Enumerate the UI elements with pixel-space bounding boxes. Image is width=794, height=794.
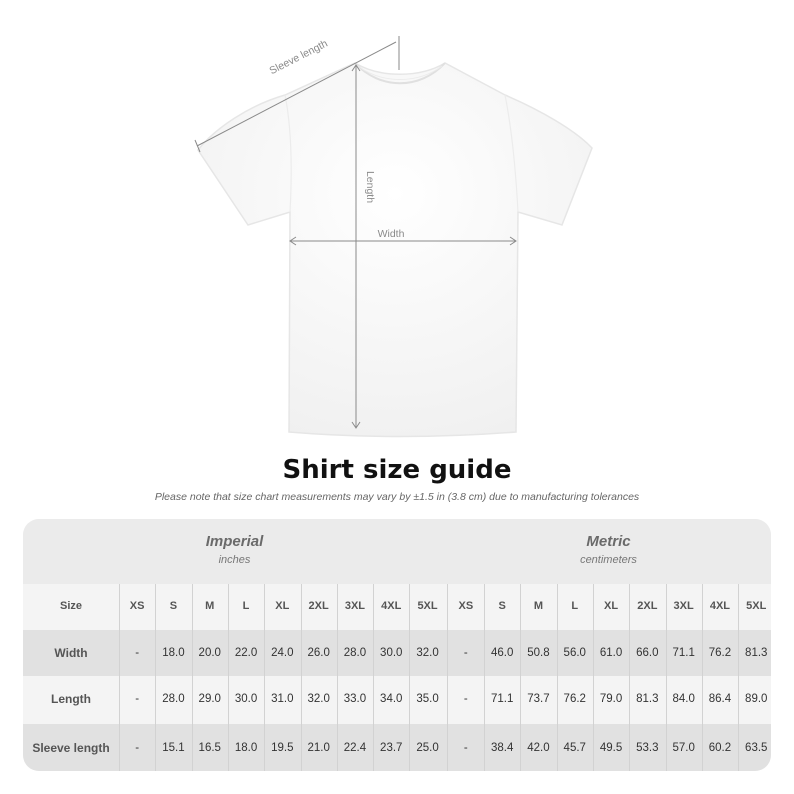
imperial-header <box>23 519 446 584</box>
column-divider <box>228 584 229 771</box>
column-divider <box>301 584 302 771</box>
column-divider <box>593 584 594 771</box>
size-chart-table <box>23 519 771 771</box>
metric-size-2xl: 2XL <box>637 600 658 612</box>
imperial-value: 35.0 <box>416 693 439 705</box>
imperial-value: 32.0 <box>416 647 439 659</box>
imperial-value: 22.0 <box>234 647 258 659</box>
column-divider <box>738 584 739 771</box>
metric-size-5xl: 5XL <box>746 600 767 612</box>
metric-value: - <box>463 741 468 754</box>
imperial-value: 32.0 <box>307 693 330 705</box>
metric-size-4xl: 4XL <box>709 600 731 612</box>
imperial-size-xs: XS <box>129 600 145 612</box>
column-divider <box>192 584 193 771</box>
metric-value: 66.0 <box>636 647 659 659</box>
metric-size-l: L <box>571 600 579 612</box>
row-label: Length <box>51 692 91 706</box>
metric-unit: centimeters <box>580 554 637 566</box>
metric-value: - <box>463 693 468 705</box>
table-row <box>23 630 771 676</box>
imperial-size-3xl: 3XL <box>344 600 366 612</box>
metric-size-xs: XS <box>458 600 474 612</box>
metric-value: 79.0 <box>599 693 623 705</box>
imperial-value: - <box>135 647 140 659</box>
imperial-value: 29.0 <box>198 693 221 705</box>
metric-header <box>446 519 771 584</box>
imperial-value: 33.0 <box>343 693 367 705</box>
metric-value: 42.0 <box>527 741 550 754</box>
imperial-title: Imperial <box>205 533 264 550</box>
imperial-value: 18.0 <box>162 647 185 659</box>
column-divider <box>557 584 558 771</box>
tshirt-shape <box>198 63 592 437</box>
table-row <box>23 676 771 722</box>
imperial-value: 20.0 <box>198 647 221 659</box>
metric-value: 50.8 <box>527 647 550 659</box>
column-divider <box>119 584 120 771</box>
tolerance-note: Please note that size chart measurements may vary by ±1.5 in (3.8 cm) due to manufacturing tolerances <box>154 491 640 503</box>
imperial-unit: inches <box>218 554 251 566</box>
metric-value: 57.0 <box>672 741 695 754</box>
imperial-value: - <box>135 693 140 705</box>
metric-size-s: S <box>498 600 506 612</box>
metric-value: 76.2 <box>708 647 732 659</box>
imperial-value: 16.5 <box>198 741 221 754</box>
column-divider <box>666 584 667 771</box>
metric-value: 76.2 <box>563 693 586 705</box>
imperial-size-4xl: 4XL <box>381 600 402 612</box>
imperial-value: 23.7 <box>380 741 403 754</box>
column-divider <box>337 584 338 771</box>
metric-value: 86.4 <box>708 693 732 705</box>
column-divider <box>629 584 630 771</box>
column-divider <box>155 584 156 771</box>
imperial-value: 34.0 <box>380 693 403 705</box>
metric-value: 81.3 <box>636 693 659 705</box>
metric-value: 56.0 <box>563 647 586 659</box>
imperial-size-5xl: 5XL <box>417 600 438 612</box>
imperial-value: 28.0 <box>162 693 185 705</box>
metric-value: - <box>463 647 468 659</box>
imperial-value: 30.0 <box>234 693 258 705</box>
metric-size-m: M <box>533 600 544 612</box>
imperial-value: 26.0 <box>307 647 330 659</box>
column-divider <box>447 584 448 771</box>
imperial-size-m: M <box>205 600 215 612</box>
imperial-size-xl: XL <box>275 600 290 612</box>
imperial-size-l: L <box>242 600 250 612</box>
metric-size-xl: XL <box>604 600 619 612</box>
table-row <box>23 724 771 771</box>
metric-value: 89.0 <box>745 693 768 705</box>
metric-value: 46.0 <box>490 647 514 659</box>
metric-value: 71.1 <box>490 693 514 705</box>
metric-title: Metric <box>586 533 631 550</box>
metric-value: 49.5 <box>599 741 623 754</box>
imperial-value: 25.0 <box>416 741 439 754</box>
column-divider <box>484 584 485 771</box>
row-label: Width <box>54 646 88 660</box>
metric-size-3xl: 3XL <box>673 600 694 612</box>
length-label: Length <box>364 170 376 204</box>
size-grid <box>23 584 771 771</box>
column-divider <box>520 584 521 771</box>
imperial-value: 22.4 <box>343 741 367 754</box>
imperial-value: 24.0 <box>271 647 294 659</box>
imperial-value: 21.0 <box>307 741 330 754</box>
imperial-value: 15.1 <box>162 741 185 754</box>
imperial-value: - <box>135 741 140 754</box>
size-header-row <box>23 584 771 628</box>
metric-value: 84.0 <box>672 693 695 705</box>
column-divider <box>409 584 410 771</box>
metric-value: 81.3 <box>745 647 768 659</box>
width-label: Width <box>377 228 405 240</box>
column-divider <box>264 584 265 771</box>
imperial-size-2xl: 2XL <box>308 600 329 612</box>
sleeve-length-label: Sleeve length <box>267 37 330 78</box>
column-divider <box>702 584 703 771</box>
metric-value: 60.2 <box>708 741 732 754</box>
imperial-value: 19.5 <box>271 741 294 754</box>
imperial-value: 30.0 <box>380 647 403 659</box>
imperial-size-s: S <box>169 600 178 612</box>
metric-value: 73.7 <box>527 693 550 705</box>
imperial-value: 18.0 <box>234 741 258 754</box>
column-divider <box>373 584 374 771</box>
imperial-value: 31.0 <box>271 693 294 705</box>
metric-value: 53.3 <box>636 741 659 754</box>
row-label: Sleeve length <box>32 740 110 755</box>
metric-value: 63.5 <box>745 741 768 754</box>
size-header-label: Size <box>59 600 82 612</box>
imperial-value: 28.0 <box>343 647 367 659</box>
metric-value: 71.1 <box>672 647 695 659</box>
metric-value: 61.0 <box>599 647 623 659</box>
metric-value: 45.7 <box>563 741 586 754</box>
page-title: Shirt size guide <box>282 455 512 485</box>
metric-value: 38.4 <box>490 741 514 754</box>
